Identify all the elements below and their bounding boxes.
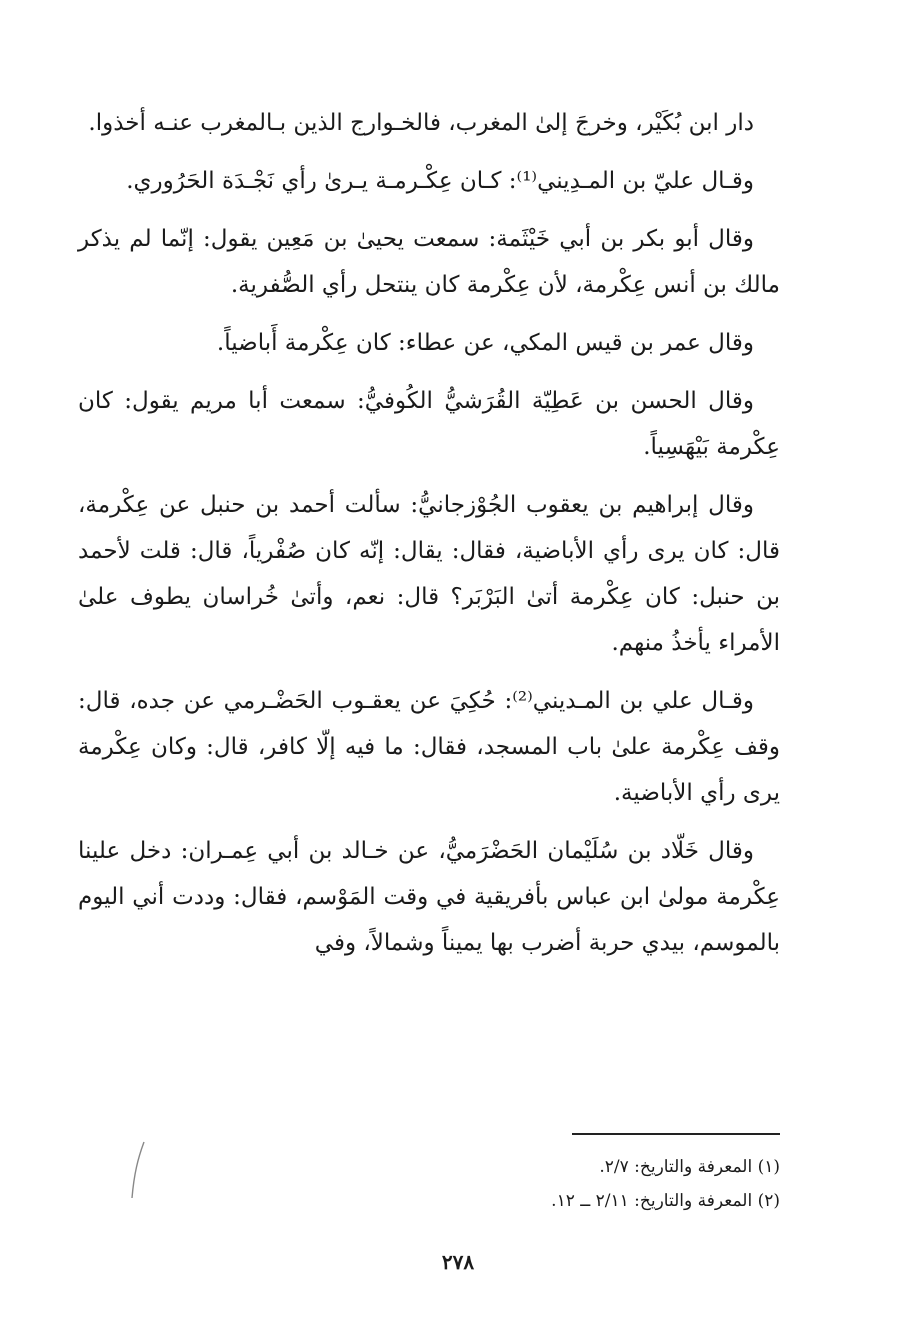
footnotes [300, 1150, 780, 1218]
paragraph: وقـال عليّ بن المـدِيني⁽¹⁾: كـان عِكْـرمـة يـرىٰ رأي نَجْـدَة الحَرُوري. [126, 168, 754, 194]
paragraph: وقال الحسن بن عَطِيّة القُرَشيُّ الكُوفيُّ: سمعت أبا مريم يقول: كان عِكْرمة بَيْهَسِياً. [78, 388, 780, 460]
main-text [78, 100, 780, 978]
paragraph: وقال أبو بكر بن أبي خَيْثَمة: سمعت يحيىٰ بن مَعِين يقول: إنّما لم يذكر مالك بن أنس عِكْرمة، لأن عِكْرمة كان ينتحل رأي الصُّفرية. [78, 226, 780, 298]
paragraph: وقال إبراهيم بن يعقوب الجُوْزجانيُّ: سألت أحمد بن حنبل عن عِكْرمة، قال: كان يرى رأي الأباضية، فقال: يقال: إنّه كان صُفْرياً، قال: قلت لأحمد بن حنبل: كان عِكْرمة أتىٰ البَرْبَر؟ قال: نعم، وأتىٰ خُراسان يطوف علىٰ الأمراء يأخذُ منهم. [78, 492, 780, 656]
paragraph: دار ابن بُكَيْر، وخرجَ إلىٰ المغرب، فالخـوارج الذين بـالمغرب عنـه أخذوا. [88, 110, 754, 136]
footnote-separator [572, 1133, 780, 1135]
paragraph: وقال خَلّاد بن سُلَيْمان الحَضْرَميُّ، عن خـالد بن أبي عِمـران: دخل علينا عِكْرمة مولىٰ ابن عباس بأفريقية في وقت المَوْسم، فقال: وددت أني اليوم بالموسم، بيدي حربة أضرب بها يميناً وشمالاً، وفي [78, 838, 780, 956]
margin-pencil-mark [124, 1140, 154, 1200]
footnote: (١) المعرفة والتاريخ: ٢/٧. [599, 1157, 780, 1177]
page-number: ٢٧٨ [441, 1250, 475, 1274]
paragraph: وقال عمر بن قيس المكي، عن عطاء: كان عِكْرمة أَباضياً. [216, 330, 754, 356]
footnote: (٢) المعرفة والتاريخ: ٢/١١ ــ ١٢. [551, 1191, 780, 1211]
paragraph: وقـال علي بن المـديني⁽²⁾: حُكِيَ عن يعقـوب الحَضْـرمي عن جده، قال: وقف عِكْرمة علىٰ باب المسجد، فقال: ما فيه إلّا كافر، قال: وكان عِكْرمة يرى رأي الأباضية. [78, 688, 780, 806]
